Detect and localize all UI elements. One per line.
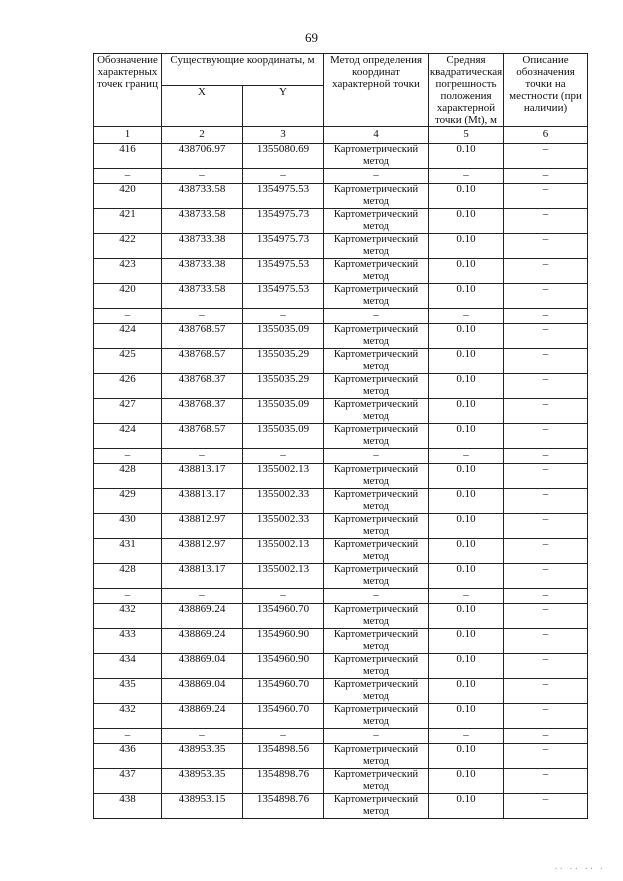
cell-y: 1354975.53: [243, 284, 324, 309]
cell-x: 438812.97: [162, 539, 243, 564]
table-row: [94, 489, 588, 514]
cell-x: 438869.24: [162, 629, 243, 654]
cell-x: 438869.04: [162, 679, 243, 704]
cell-error: 0.10: [429, 769, 504, 794]
cell-description: –: [504, 424, 588, 449]
column-number: 4: [324, 127, 429, 144]
cell-x: 438768.57: [162, 349, 243, 374]
cell-point: 434: [94, 654, 162, 679]
cell-method: Картометрический метод: [324, 564, 429, 589]
cell-dash: –: [243, 309, 324, 324]
cell-description: –: [504, 259, 588, 284]
cell-error: 0.10: [429, 744, 504, 769]
table-body: [94, 144, 588, 819]
cell-description: –: [504, 769, 588, 794]
cell-dash: –: [504, 449, 588, 464]
scan-artifact: ·· ·· ·· ·: [554, 864, 605, 875]
cell-point: 429: [94, 489, 162, 514]
cell-dash: –: [94, 449, 162, 464]
cell-y: 1354898.56: [243, 744, 324, 769]
table-row: [94, 324, 588, 349]
table-row: [94, 679, 588, 704]
cell-x: 438768.37: [162, 399, 243, 424]
cell-point: 431: [94, 539, 162, 564]
cell-dash: –: [162, 589, 243, 604]
cell-y: 1354975.73: [243, 209, 324, 234]
cell-point: 424: [94, 424, 162, 449]
cell-method: Картометрический метод: [324, 349, 429, 374]
cell-error: 0.10: [429, 794, 504, 819]
cell-dash: –: [94, 169, 162, 184]
cell-description: –: [504, 374, 588, 399]
cell-dash: –: [429, 309, 504, 324]
cell-method: Картометрический метод: [324, 324, 429, 349]
cell-description: –: [504, 564, 588, 589]
cell-point: 428: [94, 464, 162, 489]
cell-method: Картометрический метод: [324, 604, 429, 629]
cell-y: 1354960.90: [243, 629, 324, 654]
cell-description: –: [504, 399, 588, 424]
header-mean-error: Средняя квадратическая погрешность положения характерной точки (Mt), м: [429, 54, 503, 126]
cell-dash: –: [162, 729, 243, 744]
cell-error: 0.10: [429, 284, 504, 309]
cell-description: –: [504, 284, 588, 309]
column-number-row: [94, 127, 588, 144]
cell-y: 1354975.53: [243, 184, 324, 209]
cell-x: 438813.17: [162, 489, 243, 514]
table-row: [94, 604, 588, 629]
cell-x: 438733.58: [162, 184, 243, 209]
cell-description: –: [504, 514, 588, 539]
cell-dash: –: [324, 589, 429, 604]
cell-point: 436: [94, 744, 162, 769]
header-description: Описание обозначения точки на местности (при наличии): [504, 54, 588, 127]
table-row: [94, 234, 588, 259]
header-existing-coordinates: Существующие координаты, м: [162, 54, 324, 86]
separator-row: [94, 589, 588, 604]
cell-method: Картометрический метод: [324, 424, 429, 449]
cell-x: 438869.04: [162, 654, 243, 679]
cell-y: 1354960.90: [243, 654, 324, 679]
cell-method: Картометрический метод: [324, 769, 429, 794]
cell-method: Картометрический метод: [324, 259, 429, 284]
separator-row: [94, 169, 588, 184]
column-number: 5: [429, 127, 504, 144]
table-row: [94, 399, 588, 424]
cell-y: 1355035.09: [243, 399, 324, 424]
cell-method: Картометрический метод: [324, 704, 429, 729]
separator-row: [94, 449, 588, 464]
cell-y: 1355002.13: [243, 464, 324, 489]
cell-dash: –: [162, 449, 243, 464]
cell-description: –: [504, 184, 588, 209]
cell-point: 416: [94, 144, 162, 169]
cell-point: 422: [94, 234, 162, 259]
cell-description: –: [504, 744, 588, 769]
cell-method: Картометрический метод: [324, 144, 429, 169]
cell-error: 0.10: [429, 464, 504, 489]
cell-error: 0.10: [429, 679, 504, 704]
header-method: Метод определения координат характерной точки: [324, 54, 429, 127]
cell-description: –: [504, 144, 588, 169]
page-number: 69: [305, 30, 318, 45]
table-row: [94, 744, 588, 769]
cell-y: 1355002.33: [243, 514, 324, 539]
cell-x: 438733.38: [162, 234, 243, 259]
cell-method: Картометрический метод: [324, 744, 429, 769]
cell-dash: –: [429, 169, 504, 184]
cell-y: 1355035.09: [243, 424, 324, 449]
cell-x: 438768.37: [162, 374, 243, 399]
column-number: 2: [162, 127, 243, 144]
header-x: X: [162, 86, 243, 127]
table-row: [94, 424, 588, 449]
cell-error: 0.10: [429, 234, 504, 259]
cell-method: Картометрический метод: [324, 399, 429, 424]
cell-error: 0.10: [429, 424, 504, 449]
cell-method: Картометрический метод: [324, 464, 429, 489]
cell-y: 1355002.33: [243, 489, 324, 514]
table-row: [94, 629, 588, 654]
cell-x: 438733.38: [162, 259, 243, 284]
cell-x: 438869.24: [162, 604, 243, 629]
cell-description: –: [504, 324, 588, 349]
cell-error: 0.10: [429, 539, 504, 564]
cell-dash: –: [94, 589, 162, 604]
cell-dash: –: [243, 449, 324, 464]
cell-x: 438733.58: [162, 284, 243, 309]
cell-description: –: [504, 209, 588, 234]
table-row: [94, 539, 588, 564]
cell-x: 438953.35: [162, 769, 243, 794]
cell-point: 427: [94, 399, 162, 424]
cell-description: –: [504, 349, 588, 374]
cell-method: Картометрический метод: [324, 184, 429, 209]
cell-error: 0.10: [429, 374, 504, 399]
cell-error: 0.10: [429, 604, 504, 629]
cell-point: 438: [94, 794, 162, 819]
cell-point: 426: [94, 374, 162, 399]
cell-method: Картометрический метод: [324, 209, 429, 234]
cell-point: 421: [94, 209, 162, 234]
table-row: [94, 184, 588, 209]
table-row: [94, 209, 588, 234]
cell-description: –: [504, 679, 588, 704]
cell-dash: –: [243, 589, 324, 604]
table-row: [94, 144, 588, 169]
cell-point: 432: [94, 704, 162, 729]
cell-error: 0.10: [429, 349, 504, 374]
cell-description: –: [504, 794, 588, 819]
cell-x: 438706.97: [162, 144, 243, 169]
table-row: [94, 464, 588, 489]
cell-y: 1354975.73: [243, 234, 324, 259]
table-row: [94, 514, 588, 539]
cell-y: 1355002.13: [243, 539, 324, 564]
cell-point: 432: [94, 604, 162, 629]
cell-y: 1355080.69: [243, 144, 324, 169]
table-row: [94, 349, 588, 374]
cell-dash: –: [162, 309, 243, 324]
table-row: [94, 654, 588, 679]
cell-dash: –: [504, 729, 588, 744]
cell-y: 1355035.09: [243, 324, 324, 349]
cell-y: 1354960.70: [243, 704, 324, 729]
cell-description: –: [504, 704, 588, 729]
cell-dash: –: [429, 589, 504, 604]
cell-method: Картометрический метод: [324, 794, 429, 819]
cell-x: 438869.24: [162, 704, 243, 729]
cell-point: 424: [94, 324, 162, 349]
cell-description: –: [504, 654, 588, 679]
cell-method: Картометрический метод: [324, 679, 429, 704]
cell-point: 430: [94, 514, 162, 539]
cell-description: –: [504, 604, 588, 629]
cell-x: 438953.15: [162, 794, 243, 819]
cell-y: 1354898.76: [243, 769, 324, 794]
cell-error: 0.10: [429, 144, 504, 169]
separator-row: [94, 309, 588, 324]
cell-dash: –: [94, 309, 162, 324]
cell-x: 438733.58: [162, 209, 243, 234]
cell-y: 1355002.13: [243, 564, 324, 589]
cell-dash: –: [243, 729, 324, 744]
table-row: [94, 259, 588, 284]
cell-description: –: [504, 489, 588, 514]
table-row: [94, 704, 588, 729]
cell-point: 437: [94, 769, 162, 794]
cell-point: 420: [94, 284, 162, 309]
coordinates-table: [93, 53, 588, 819]
cell-error: 0.10: [429, 564, 504, 589]
cell-point: 428: [94, 564, 162, 589]
cell-method: Картометрический метод: [324, 654, 429, 679]
table-row: [94, 769, 588, 794]
cell-x: 438768.57: [162, 424, 243, 449]
cell-method: Картометрический метод: [324, 234, 429, 259]
cell-error: 0.10: [429, 629, 504, 654]
cell-error: 0.10: [429, 324, 504, 349]
cell-y: 1355035.29: [243, 349, 324, 374]
column-number: 3: [243, 127, 324, 144]
header-point-designation: Обозначение характерных точек границ: [94, 54, 162, 127]
cell-dash: –: [504, 589, 588, 604]
cell-point: 425: [94, 349, 162, 374]
cell-y: 1355035.29: [243, 374, 324, 399]
cell-dash: –: [324, 309, 429, 324]
column-number: 1: [94, 127, 162, 144]
table-row: [94, 374, 588, 399]
cell-description: –: [504, 629, 588, 654]
cell-x: 438953.35: [162, 744, 243, 769]
cell-dash: –: [162, 169, 243, 184]
table-row: [94, 564, 588, 589]
cell-method: Картометрический метод: [324, 374, 429, 399]
cell-dash: –: [94, 729, 162, 744]
cell-dash: –: [504, 169, 588, 184]
cell-error: 0.10: [429, 514, 504, 539]
cell-y: 1354960.70: [243, 604, 324, 629]
cell-x: 438768.57: [162, 324, 243, 349]
cell-dash: –: [324, 169, 429, 184]
cell-point: 435: [94, 679, 162, 704]
cell-error: 0.10: [429, 654, 504, 679]
cell-method: Картометрический метод: [324, 284, 429, 309]
cell-dash: –: [504, 309, 588, 324]
cell-dash: –: [429, 449, 504, 464]
cell-error: 0.10: [429, 489, 504, 514]
cell-description: –: [504, 234, 588, 259]
cell-point: 423: [94, 259, 162, 284]
cell-dash: –: [324, 729, 429, 744]
cell-dash: –: [429, 729, 504, 744]
cell-dash: –: [243, 169, 324, 184]
cell-dash: –: [324, 449, 429, 464]
column-number: 6: [504, 127, 588, 144]
cell-error: 0.10: [429, 399, 504, 424]
cell-y: 1354898.76: [243, 794, 324, 819]
cell-y: 1354960.70: [243, 679, 324, 704]
cell-point: 433: [94, 629, 162, 654]
cell-description: –: [504, 539, 588, 564]
cell-error: 0.10: [429, 184, 504, 209]
cell-method: Картометрический метод: [324, 514, 429, 539]
cell-method: Картометрический метод: [324, 539, 429, 564]
header-y: Y: [243, 86, 324, 127]
cell-x: 438813.17: [162, 464, 243, 489]
table-row: [94, 794, 588, 819]
cell-x: 438813.17: [162, 564, 243, 589]
separator-row: [94, 729, 588, 744]
table-row: [94, 284, 588, 309]
cell-method: Картометрический метод: [324, 489, 429, 514]
cell-y: 1354975.53: [243, 259, 324, 284]
cell-x: 438812.97: [162, 514, 243, 539]
cell-error: 0.10: [429, 259, 504, 284]
cell-error: 0.10: [429, 704, 504, 729]
cell-point: 420: [94, 184, 162, 209]
cell-description: –: [504, 464, 588, 489]
cell-method: Картометрический метод: [324, 629, 429, 654]
cell-error: 0.10: [429, 209, 504, 234]
